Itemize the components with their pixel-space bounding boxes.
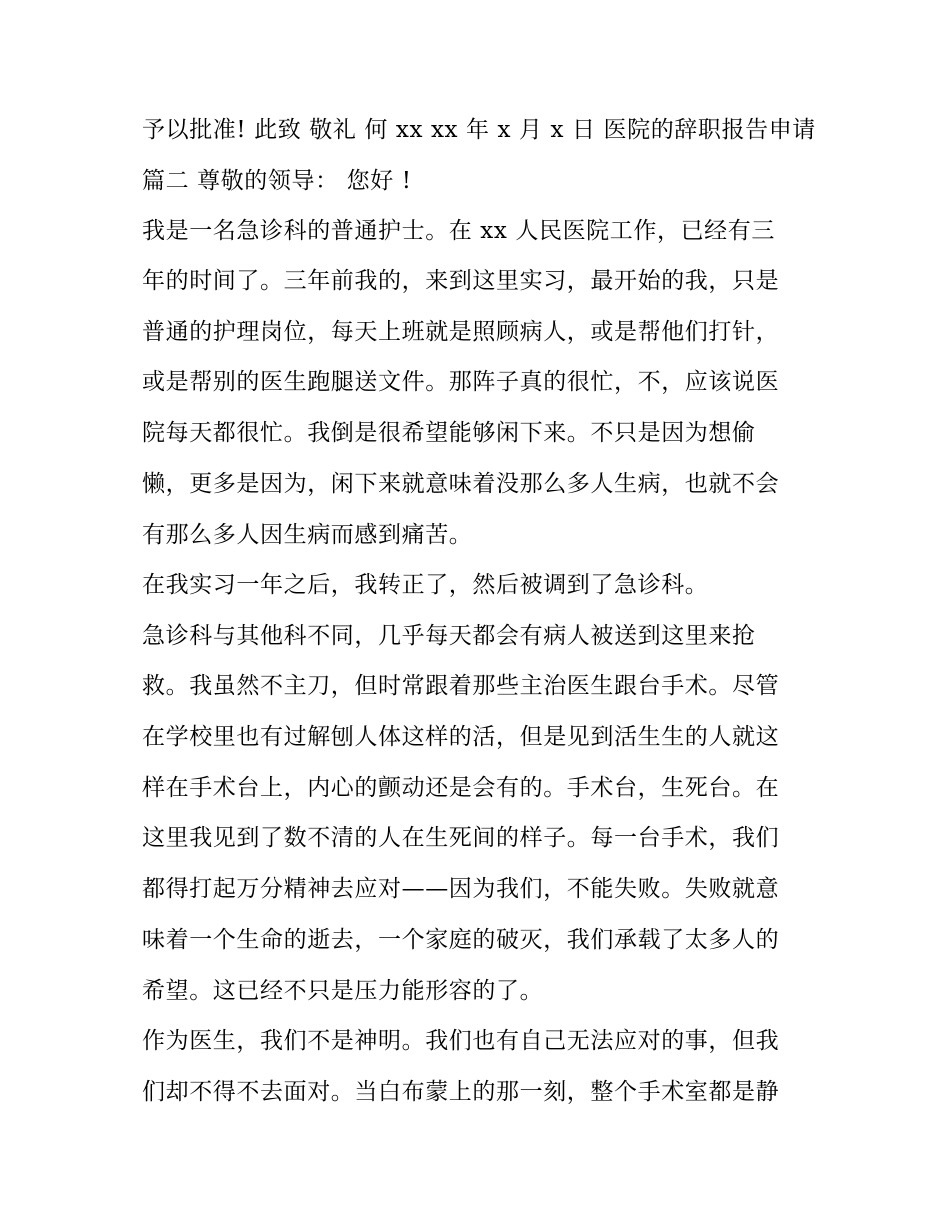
text-line-1: 予以批准! 此致 敬礼 何 xx xx 年 x 月 x 日 医院的辞职报告申请: [142, 117, 816, 143]
text-line-13: 在学校里也有过解刨人体这样的活，但是见到活生生的人就这: [142, 724, 780, 750]
text-line-15: 这里我见到了数不清的人在生死间的样子。每一台手术，我们: [142, 825, 780, 851]
text-line-2: 篇二 尊敬的领导： 您好 !: [142, 168, 412, 194]
text-line-17: 味着一个生命的逝去，一个家庭的破灭，我们承载了太多人的: [142, 927, 780, 953]
text-line-14: 样在手术台上，内心的颤动还是会有的。手术台，生死台。在: [142, 775, 780, 801]
text-line-11: 急诊科与其他科不同，几乎每天都会有病人被送到这里来抢: [142, 623, 756, 649]
text-line-9: 有那么多人因生病而感到痛苦。: [142, 522, 473, 548]
text-line-20: 们却不得不去面对。当白布蒙上的那一刻，整个手术室都是静: [142, 1079, 780, 1105]
text-line-4: 年的时间了。三年前我的，来到这里实习，最开始的我，只是: [142, 268, 780, 294]
text-line-12: 救。我虽然不主刀，但时常跟着那些主治医生跟台手术。尽管: [142, 673, 780, 699]
text-line-8: 懒，更多是因为，闲下来就意味着没那么多人生病，也就不会: [142, 471, 780, 497]
text-line-7: 院每天都很忙。我倒是很希望能够闲下来。不只是因为想偷: [142, 420, 756, 446]
text-line-10: 在我实习一年之后，我转正了，然后被调到了急诊科。: [142, 572, 709, 598]
text-line-18: 希望。这已经不只是压力能形容的了。: [142, 978, 544, 1004]
text-line-3: 我是一名急诊科的普通护士。在 xx 人民医院工作，已经有三: [142, 218, 775, 244]
text-line-5: 普通的护理岗位，每天上班就是照顾病人，或是帮他们打针，: [142, 319, 780, 345]
text-line-16: 都得打起万分精神去应对——因为我们，不能失败。失败就意: [142, 876, 780, 902]
text-line-19: 作为医生，我们不是神明。我们也有自己无法应对的事，但我: [142, 1028, 780, 1054]
text-line-6: 或是帮别的医生跑腿送文件。那阵子真的很忙，不，应该说医: [142, 369, 780, 395]
